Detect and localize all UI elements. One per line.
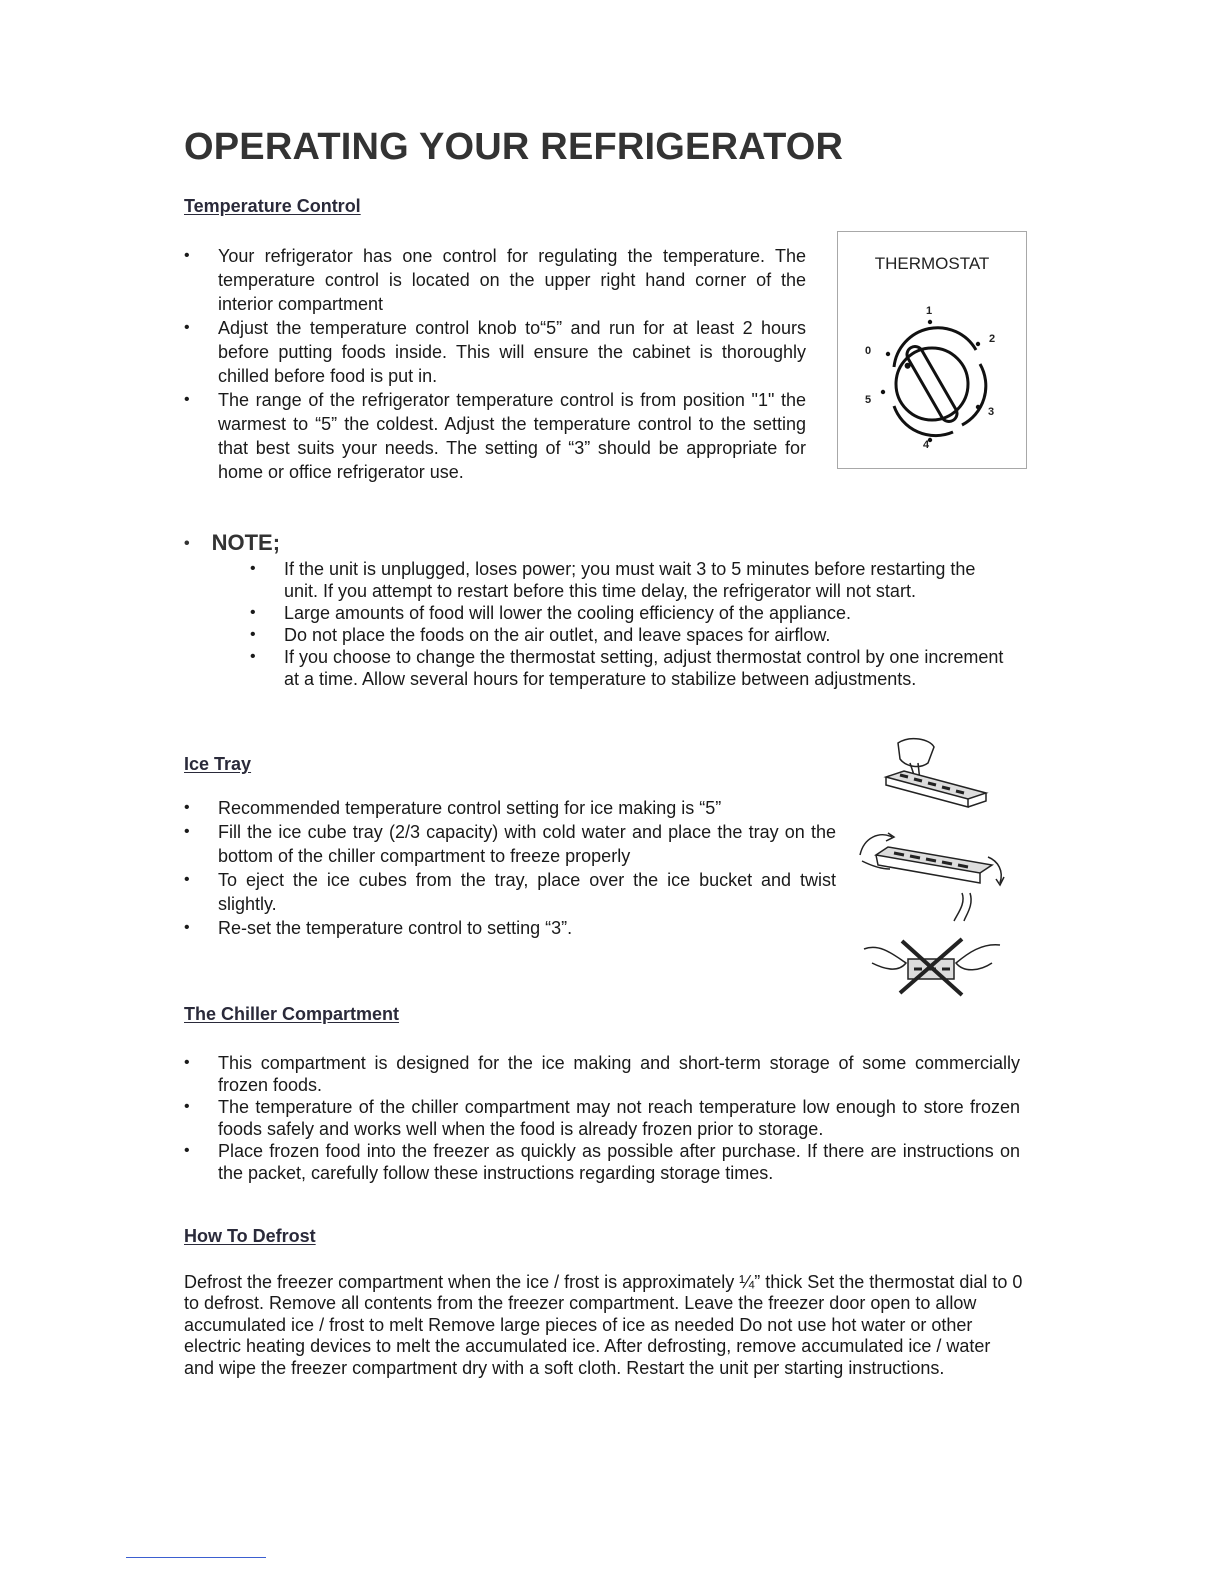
thermostat-position-0: 0	[865, 345, 872, 357]
list-item: • Your refrigerator has one control for regulating the temperature. The temperature control is located on the upper right hand corner of the interior compartment	[184, 244, 806, 316]
ice-tray-list	[184, 796, 836, 940]
ice-tray-illustration	[850, 733, 1010, 1008]
list-item: • This compartment is designed for the ice making and short-term storage of some commercially frozen foods.	[184, 1052, 1020, 1096]
defrost-paragraph: Defrost the freezer compartment when the ice / frost is approximately ¼” thick Set the thermostat dial to 0 to defrost. Remove all contents from the freezer compartment. Leave the freezer door open to allow accumulated ice / frost to melt Remove large pieces of ice as needed Do not use hot water or other electric heating devices to melt the accumulated ice. After defrosting, remove accumulated ice / water and wipe the freezer compartment dry with a soft cloth. Restart the unit per starting instructions.	[184, 1272, 1023, 1378]
list-item: • If you choose to change the thermostat setting, adjust thermostat control by one increment at a time. Allow several hours for temperature to stabilize between adjustments.	[250, 646, 1010, 690]
list-item: • Large amounts of food will lower the cooling efficiency of the appliance.	[250, 602, 1010, 624]
temperature-control-list	[184, 244, 806, 484]
list-item: • If the unit is unplugged, loses power; you must wait 3 to 5 minutes before restarting the unit. If you attempt to restart before this time delay, the refrigerator will not start.	[250, 558, 1010, 602]
list-item: • Fill the ice cube tray (2/3 capacity) with cold water and place the tray on the bottom of the chiller compartment to freeze properly	[184, 820, 836, 868]
ice-tray-twist-icon	[860, 833, 1004, 921]
bullet-icon: •	[184, 535, 190, 552]
thermostat-position-5: 5	[865, 394, 872, 406]
thermostat-position-1: 1	[926, 305, 933, 317]
note-list	[250, 558, 1010, 690]
list-item: • To eject the ice cubes from the tray, place over the ice bucket and twist slightly.	[184, 868, 836, 916]
thermostat-dial-icon	[838, 292, 1026, 468]
footer-divider	[126, 1557, 266, 1558]
list-item: • The range of the refrigerator temperature control is from position "1" the warmest to “5” the coldest. Adjust the temperature control to the setting that best suits your needs. The setting of “3” should be appropriate for home or office refrigerator use.	[184, 388, 806, 484]
list-item: • Place frozen food into the freezer as quickly as possible after purchase. If there are instructions on the packet, carefully follow these instructions regarding storage times.	[184, 1140, 1020, 1184]
chiller-list	[184, 1052, 1020, 1184]
list-item: • Recommended temperature control setting for ice making is “5”	[184, 796, 836, 820]
ice-tray-wrong-method-icon	[864, 939, 1000, 995]
note-label-text: NOTE;	[211, 530, 281, 555]
thermostat-position-4: 4	[923, 439, 930, 451]
defrost-heading: How To Defrost	[184, 1226, 316, 1246]
thermostat-position-3: 3	[988, 406, 995, 418]
thermostat-position-2: 2	[989, 333, 996, 345]
chiller-heading: The Chiller Compartment	[184, 1004, 400, 1024]
list-item: • Do not place the foods on the air outlet, and leave spaces for airflow.	[250, 624, 1010, 646]
thermostat-diagram	[837, 231, 1027, 469]
note-label	[184, 530, 280, 556]
list-item: • Adjust the temperature control knob to“5” and run for at least 2 hours before putting foods inside. This will ensure the cabinet is thoroughly chilled before food is put in.	[184, 316, 806, 388]
list-item: • The temperature of the chiller compartment may not reach temperature low enough to store frozen foods safely and works well when the food is already frozen prior to storage.	[184, 1096, 1020, 1140]
ice-tray-fill-icon	[886, 739, 986, 807]
page-title: OPERATING YOUR REFRIGERATOR	[184, 126, 844, 168]
thermostat-label: THERMOSTAT	[874, 254, 990, 273]
ice-tray-heading: Ice Tray	[184, 754, 252, 774]
list-item: • Re-set the temperature control to setting “3”.	[184, 916, 836, 940]
temperature-control-heading: Temperature Control	[184, 196, 361, 216]
